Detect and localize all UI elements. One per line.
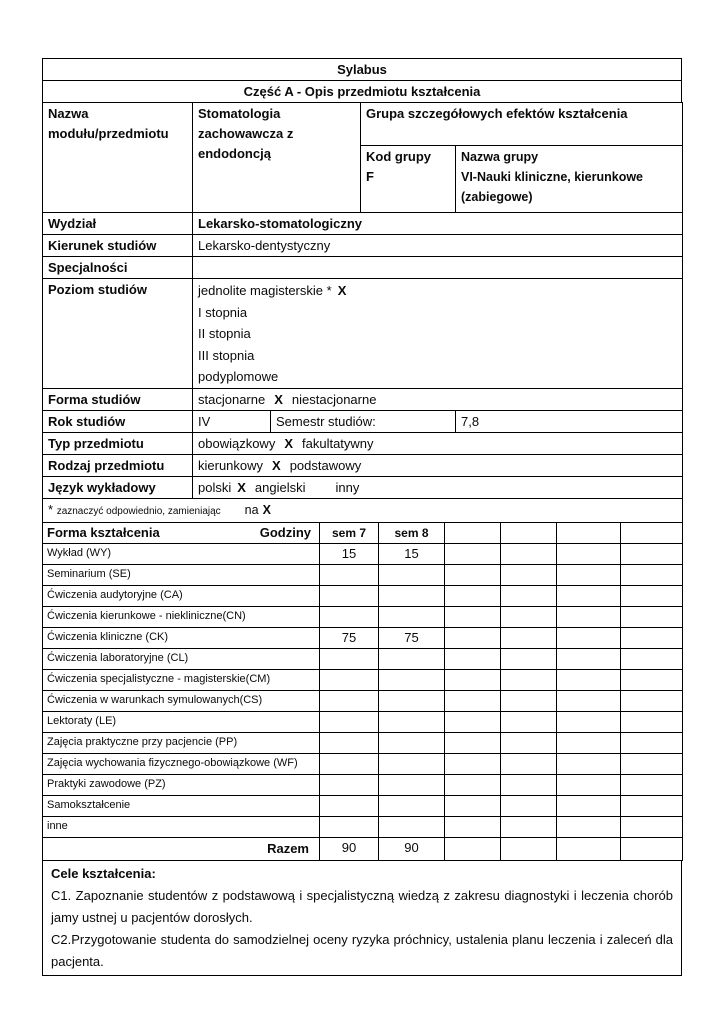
empty-cell <box>557 816 621 837</box>
hours-row <box>43 816 683 837</box>
hours-sem7 <box>320 774 379 795</box>
study-form-option2: niestacjonarne <box>291 391 377 407</box>
group-name-label: Nazwa grupy <box>461 150 539 164</box>
empty-cell <box>445 543 501 564</box>
hours-sem7 <box>320 795 379 816</box>
empty-cell <box>621 795 683 816</box>
hours-sem8 <box>379 816 445 837</box>
semester-label: Semestr studiów: <box>271 410 456 432</box>
empty-cell <box>621 564 683 585</box>
empty-cell <box>445 564 501 585</box>
empty-cell <box>445 606 501 627</box>
empty-cell <box>445 774 501 795</box>
hours-row <box>43 543 683 564</box>
hours-row-label: Wykład (WY) <box>43 543 320 564</box>
hours-row <box>43 732 683 753</box>
effects-group-label: Grupa szczegółowych efektów kształcenia <box>361 103 683 146</box>
empty-cell <box>445 753 501 774</box>
hours-header-godziny: Godziny <box>259 524 311 540</box>
group-name-value: VI-Nauki kliniczne, kierunkowe (zabiegowe) <box>461 170 644 204</box>
hours-sem7 <box>320 816 379 837</box>
group-code-label: Kod grupy <box>366 149 431 164</box>
sem7-header: sem 7 <box>320 522 379 543</box>
total-label: Razem <box>43 837 320 860</box>
empty-cell <box>557 543 621 564</box>
hours-row-label: Zajęcia wychowania fizycznego-obowiązkowe (WF) <box>43 753 320 774</box>
title-section <box>42 58 682 103</box>
hours-header-label: Forma kształcenia <box>47 524 160 540</box>
empty-cell <box>445 627 501 648</box>
empty-cell <box>557 564 621 585</box>
empty-cell <box>501 753 557 774</box>
syllabus-table <box>42 58 682 976</box>
hours-section <box>42 522 683 861</box>
empty-cell <box>501 732 557 753</box>
study-level-option: podyplomowe <box>198 369 279 384</box>
hours-row-label: Lektoraty (LE) <box>43 711 320 732</box>
empty-cell <box>557 585 621 606</box>
hours-row <box>43 711 683 732</box>
subject-type-value <box>193 432 683 454</box>
language-value <box>193 476 683 498</box>
hours-sem8 <box>379 690 445 711</box>
empty-cell <box>445 585 501 606</box>
hours-row-label: Ćwiczenia specjalistyczne - magisterskie(CM) <box>43 669 320 690</box>
empty-cell <box>621 627 683 648</box>
hours-sem7 <box>320 564 379 585</box>
empty-cell <box>501 627 557 648</box>
empty-cell <box>501 711 557 732</box>
study-level-mark: X <box>337 283 347 298</box>
footnote-na: na <box>244 502 259 517</box>
semester-value: 7,8 <box>456 410 683 432</box>
empty-cell <box>557 669 621 690</box>
empty-cell <box>501 585 557 606</box>
hours-row <box>43 564 683 585</box>
hours-sem8 <box>379 669 445 690</box>
language-option1: polski <box>198 479 232 495</box>
hours-sem8: 75 <box>379 627 445 648</box>
empty-cell <box>445 711 501 732</box>
hours-row <box>43 795 683 816</box>
hours-header-cell <box>43 522 320 543</box>
empty-cell <box>621 648 683 669</box>
hours-row <box>43 627 683 648</box>
hours-row-label: inne <box>43 816 320 837</box>
hours-row <box>43 648 683 669</box>
empty-cell <box>621 669 683 690</box>
study-level-option: II stopnia <box>198 326 251 341</box>
empty-cell <box>557 837 621 860</box>
empty-header-cell <box>557 522 621 543</box>
empty-cell <box>621 543 683 564</box>
hours-sem8: 15 <box>379 543 445 564</box>
empty-cell <box>557 690 621 711</box>
empty-cell <box>501 648 557 669</box>
empty-cell <box>621 816 683 837</box>
study-level-label: Poziom studiów <box>43 279 193 389</box>
hours-sem7: 15 <box>320 543 379 564</box>
hours-row <box>43 753 683 774</box>
study-level-selected: jednolite magisterskie * <box>198 283 332 298</box>
hours-sem7 <box>320 606 379 627</box>
hours-row-label: Praktyki zawodowe (PZ) <box>43 774 320 795</box>
empty-header-cell <box>621 522 683 543</box>
hours-sem7 <box>320 732 379 753</box>
hours-row-label: Ćwiczenia audytoryjne (CA) <box>43 585 320 606</box>
subject-kind-value <box>193 454 683 476</box>
empty-cell <box>557 648 621 669</box>
empty-cell <box>445 816 501 837</box>
subject-kind-option2: podstawowy <box>289 457 362 473</box>
document-title: Sylabus <box>43 59 682 81</box>
subject-type-mark: X <box>284 435 293 451</box>
hours-row <box>43 669 683 690</box>
hours-sem7: 75 <box>320 627 379 648</box>
empty-cell <box>445 669 501 690</box>
subject-type-label: Typ przedmiotu <box>43 432 193 454</box>
empty-cell <box>621 732 683 753</box>
study-form-mark: X <box>274 391 283 407</box>
hours-sem8 <box>379 732 445 753</box>
module-label: Nazwa modułu/przedmiotu <box>43 103 193 213</box>
study-level-option: III stopnia <box>198 347 255 363</box>
empty-cell <box>557 627 621 648</box>
empty-cell <box>621 711 683 732</box>
language-label: Język wykładowy <box>43 476 193 498</box>
hours-sem8 <box>379 711 445 732</box>
specialties-value <box>193 257 683 279</box>
subject-type-option1: obowiązkowy <box>198 435 276 451</box>
field-of-study-label: Kierunek studiów <box>43 235 193 257</box>
empty-cell <box>501 795 557 816</box>
hours-row-label: Ćwiczenia laboratoryjne (CL) <box>43 648 320 669</box>
group-code-cell <box>361 146 456 213</box>
empty-cell <box>557 711 621 732</box>
empty-cell <box>501 690 557 711</box>
study-year-label: Rok studiów <box>43 410 193 432</box>
hours-sem8 <box>379 585 445 606</box>
hours-row-label: Ćwiczenia kliniczne (CK) <box>43 627 320 648</box>
empty-cell <box>621 837 683 860</box>
empty-cell <box>557 774 621 795</box>
empty-cell <box>445 795 501 816</box>
empty-cell <box>621 606 683 627</box>
empty-cell <box>621 690 683 711</box>
hours-row-label: Ćwiczenia w warunkach symulowanych(CS) <box>43 690 320 711</box>
faculty-label: Wydział <box>43 213 193 235</box>
sem8-header: sem 8 <box>379 522 445 543</box>
empty-cell <box>557 753 621 774</box>
empty-cell <box>445 837 501 860</box>
subject-kind-mark: X <box>272 457 281 473</box>
module-name: Stomatologia zachowawcza z endodoncją <box>193 103 361 213</box>
empty-cell <box>501 669 557 690</box>
field-of-study-value: Lekarsko-dentystyczny <box>193 235 683 257</box>
hours-total-row <box>43 837 683 860</box>
empty-cell <box>445 732 501 753</box>
empty-cell <box>501 816 557 837</box>
total-sem8: 90 <box>379 837 445 860</box>
empty-cell <box>621 774 683 795</box>
footnote-asterisk: * <box>48 501 54 517</box>
empty-cell <box>621 753 683 774</box>
subject-kind-label: Rodzaj przedmiotu <box>43 454 193 476</box>
hours-row-label: Ćwiczenia kierunkowe - niekliniczne(CN) <box>43 606 320 627</box>
hours-row-label: Zajęcia praktyczne przy pacjencie (PP) <box>43 732 320 753</box>
empty-header-cell <box>445 522 501 543</box>
hours-sem8 <box>379 753 445 774</box>
hours-sem7 <box>320 585 379 606</box>
hours-sem8 <box>379 795 445 816</box>
empty-cell <box>557 795 621 816</box>
goals-heading: Cele kształcenia: <box>51 865 156 881</box>
footnote-text: zaznaczyć odpowiednio, zamieniając <box>56 505 221 517</box>
group-name-cell <box>456 146 683 213</box>
study-level-selected-line <box>198 280 677 302</box>
goals-section <box>42 860 682 976</box>
footnote-row <box>43 498 683 522</box>
study-level-options <box>193 279 683 389</box>
hours-sem7 <box>320 648 379 669</box>
specialties-label: Specjalności <box>43 257 193 279</box>
empty-cell <box>621 585 683 606</box>
hours-row <box>43 606 683 627</box>
empty-cell <box>501 774 557 795</box>
module-section <box>42 102 683 213</box>
study-form-label: Forma studiów <box>43 388 193 410</box>
hours-sem8 <box>379 606 445 627</box>
hours-row <box>43 774 683 795</box>
language-option2: angielski <box>254 479 306 495</box>
empty-cell <box>557 606 621 627</box>
hours-row <box>43 690 683 711</box>
hours-sem8 <box>379 648 445 669</box>
goal-item-c1: C1. Zapoznanie studentów z podstawową i specjalistyczną wiedzą z zakresu diagnostyki i leczenia chorób jamy ustnej u pacjentów dorosłych. <box>51 887 673 925</box>
section-a-header: Część A - Opis przedmiotu kształcenia <box>43 81 682 103</box>
empty-cell <box>501 837 557 860</box>
hours-row-label: Samokształcenie <box>43 795 320 816</box>
hours-row-label: Seminarium (SE) <box>43 564 320 585</box>
goal-item-c2: C2.Przygotowanie studenta do samodzielnej oceny ryzyka próchnicy, ustalenia planu leczenia i zaleceń dla pacjenta. <box>51 931 673 969</box>
language-mark: X <box>237 479 246 495</box>
total-sem7: 90 <box>320 837 379 860</box>
footnote-mark: X <box>262 502 271 517</box>
hours-sem7 <box>320 669 379 690</box>
empty-cell <box>445 648 501 669</box>
study-form-option1: stacjonarne <box>198 391 266 407</box>
hours-sem7 <box>320 690 379 711</box>
hours-sem7 <box>320 711 379 732</box>
study-year-value: IV <box>193 410 271 432</box>
empty-header-cell <box>501 522 557 543</box>
empty-cell <box>501 543 557 564</box>
empty-cell <box>501 606 557 627</box>
hours-sem7 <box>320 753 379 774</box>
fields-section <box>42 212 683 523</box>
empty-cell <box>445 690 501 711</box>
hours-sem8 <box>379 774 445 795</box>
goals-cell <box>43 860 682 975</box>
subject-kind-option1: kierunkowy <box>198 457 264 473</box>
hours-row <box>43 585 683 606</box>
empty-cell <box>557 732 621 753</box>
study-level-option: I stopnia <box>198 304 248 320</box>
faculty-value: Lekarsko-stomatologiczny <box>193 213 683 235</box>
group-code-value: F <box>366 169 374 184</box>
hours-sem8 <box>379 564 445 585</box>
study-form-value <box>193 388 683 410</box>
empty-cell <box>501 564 557 585</box>
subject-type-option2: fakultatywny <box>302 435 374 451</box>
language-option3: inny <box>335 479 360 495</box>
